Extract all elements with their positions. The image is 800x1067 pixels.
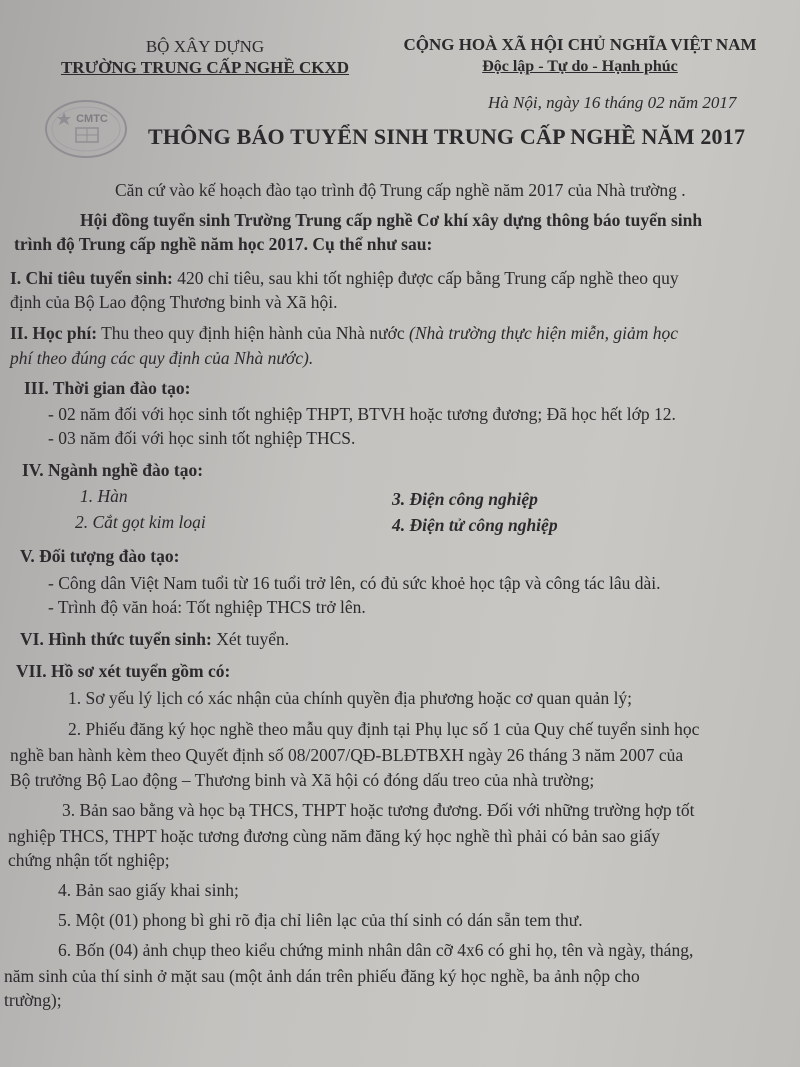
section-admission-text: Xét tuyển. bbox=[211, 629, 290, 649]
section-duration-heading: III. Thời gian đào tạo: bbox=[24, 378, 191, 398]
dossier-line: trường); bbox=[4, 990, 62, 1010]
trade-item: 1. Hàn bbox=[80, 486, 128, 506]
section-target-heading: V. Đối tượng đào tạo: bbox=[20, 546, 180, 566]
intro-line-2: Hội đồng tuyển sinh Trường Trung cấp nghề Cơ khí xây dựng thông báo tuyển sinh bbox=[80, 210, 703, 230]
duration-item: - 03 năm đối với học sinh tốt nghiệp THCS. bbox=[48, 428, 356, 448]
section-quota-text: 420 chỉ tiêu, sau khi tốt nghiệp được cấp bằng Trung cấp nghề theo quy bbox=[172, 268, 679, 288]
intro-line-1: Căn cứ vào kế hoạch đào tạo trình độ Trung cấp nghề năm 2017 của Nhà trường . bbox=[115, 180, 686, 200]
duration-item: - 02 năm đối với học sinh tốt nghiệp THPT, BTVH hoặc tương đương; Đã học hết lớp 12. bbox=[48, 404, 676, 424]
dossier-line: chứng nhận tốt nghiệp; bbox=[8, 850, 170, 870]
section-trades-heading: IV. Ngành nghề đào tạo: bbox=[22, 460, 204, 480]
dossier-line: 4. Bản sao giấy khai sinh; bbox=[58, 880, 239, 900]
trade-item: 3. Điện công nghiệp bbox=[392, 489, 538, 509]
target-item: - Trình độ văn hoá: Tốt nghiệp THCS trở lên. bbox=[48, 597, 366, 617]
dossier-line: 5. Một (01) phong bì ghi rõ địa chỉ liên lạc của thí sinh có dán sẵn tem thư. bbox=[58, 910, 583, 930]
section-fee-note: (Nhà trường thực hiện miễn, giảm học bbox=[409, 323, 679, 343]
national-heading bbox=[380, 34, 780, 78]
section-fee-heading: II. Học phí: bbox=[10, 323, 98, 343]
dossier-line: nghiệp THCS, THPT hoặc tương đương cùng năm đăng ký học nghề thì phải có bản sao giấy bbox=[8, 826, 660, 846]
dossier-line: 3. Bản sao bằng và học bạ THCS, THPT hoặc tương đương. Đối với những trường hợp tốt bbox=[62, 800, 695, 820]
trade-item: 2. Cắt gọt kim loại bbox=[75, 512, 206, 532]
school-name: TRƯỜNG TRUNG CẤP NGHỀ CKXD bbox=[60, 58, 350, 77]
section-quota-heading: I. Chỉ tiêu tuyển sinh: bbox=[10, 268, 173, 288]
section-dossier-heading: VII. Hồ sơ xét tuyển gồm có: bbox=[16, 661, 231, 681]
national-motto: Độc lập - Tự do - Hạnh phúc bbox=[482, 58, 678, 75]
dossier-line: nghề ban hành kèm theo Quyết định số 08/2007/QĐ-BLĐTBXH ngày 26 tháng 3 năm 2007 của bbox=[10, 745, 684, 765]
ministry-name: BỘ XÂY DỰNG bbox=[145, 37, 265, 56]
section-admission bbox=[20, 629, 289, 650]
dossier-line: 1. Sơ yếu lý lịch có xác nhận của chính quyền địa phương hoặc cơ quan quản lý; bbox=[68, 688, 633, 708]
intro-line-3: trình độ Trung cấp nghề năm học 2017. Cụ thể như sau: bbox=[14, 234, 433, 254]
country-name: CỘNG HOÀ XÃ HỘI CHỦ NGHĨA VIỆT NAM bbox=[403, 35, 757, 54]
dossier-line: 6. Bốn (04) ảnh chụp theo kiểu chứng minh nhân dân cỡ 4x6 có ghi họ, tên và ngày, tháng, bbox=[58, 940, 694, 960]
section-quota bbox=[10, 268, 679, 289]
section-quota-text-2: định của Bộ Lao động Thương binh và Xã hội. bbox=[10, 292, 338, 312]
section-fee-text: Thu theo quy định hiện hành của Nhà nước bbox=[97, 323, 409, 343]
section-admission-heading: VI. Hình thức tuyển sinh: bbox=[20, 629, 212, 649]
logo-text: CMTC bbox=[76, 113, 108, 125]
issue-date: Hà Nội, ngày 16 tháng 02 năm 2017 bbox=[488, 93, 737, 112]
dossier-line: năm sinh của thí sinh ở mặt sau (một ảnh dán trên phiếu đăng ký học nghề, ba ảnh nộp cho bbox=[4, 966, 640, 986]
issuer-block bbox=[60, 36, 350, 78]
target-item: - Công dân Việt Nam tuổi từ 16 tuổi trở lên, có đủ sức khoẻ học tập và công tác lâu dài. bbox=[48, 573, 661, 593]
trade-item: 4. Điện tử công nghiệp bbox=[392, 515, 558, 535]
section-fee bbox=[10, 323, 678, 344]
school-logo bbox=[42, 98, 130, 160]
document-title: THÔNG BÁO TUYỂN SINH TRUNG CẤP NGHỀ NĂM 2017 bbox=[148, 124, 746, 149]
dossier-line: 2. Phiếu đăng ký học nghề theo mẫu quy định tại Phụ lục số 1 của Quy chế tuyển sinh học bbox=[68, 719, 700, 739]
school-logo-icon bbox=[42, 98, 130, 160]
section-fee-note-2: phí theo đúng các quy định của Nhà nước). bbox=[10, 348, 314, 368]
dossier-line: Bộ trưởng Bộ Lao động – Thương binh và Xã hội có đóng dấu treo của nhà trường; bbox=[10, 770, 595, 790]
